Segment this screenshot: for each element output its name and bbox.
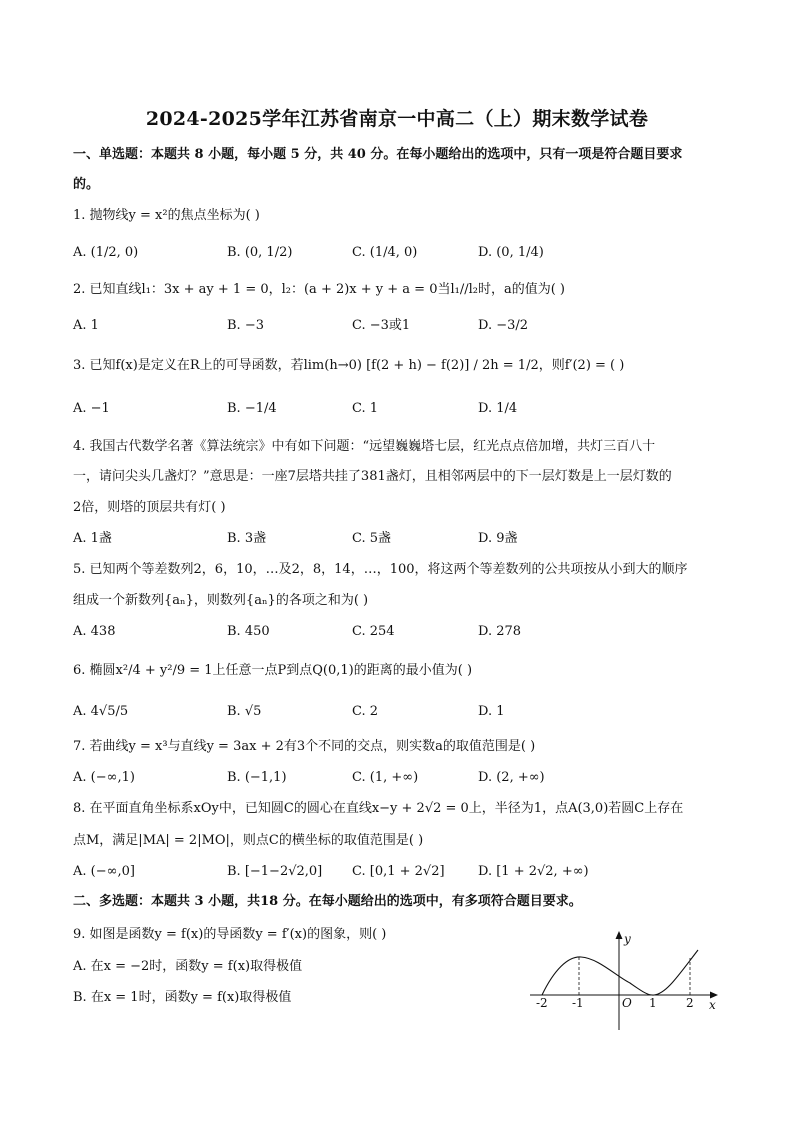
question-4-option-b: B. 3盏 — [227, 531, 267, 546]
question-1-option-b: B. (0, 1/2) — [227, 245, 293, 260]
question-7-option-a: A. (−∞,1) — [73, 770, 135, 785]
question-5-option-a: A. 438 — [73, 624, 116, 639]
question-3-option-a: A. −1 — [73, 401, 110, 416]
question-7-option-d: D. (2, +∞) — [478, 770, 545, 785]
tick-label-minus-2: -2 — [536, 996, 548, 1010]
question-4-option-a: A. 1盏 — [73, 531, 112, 546]
question-2-option-a: A. 1 — [73, 318, 99, 333]
question-1-option-c: C. (1/4, 0) — [352, 245, 418, 260]
origin-label: O — [622, 996, 632, 1010]
question-8-option-a: A. (−∞,0] — [73, 864, 135, 879]
question-2-option-b: B. −3 — [227, 318, 264, 333]
question-1-option-a: A. (1/2, 0) — [73, 245, 139, 260]
question-4-stem-line-3: 2倍，则塔的顶层共有灯( ) — [73, 500, 226, 515]
question-7-option-b: B. (−1,1) — [227, 770, 287, 785]
question-8-option-c: C. [0,1 + 2√2] — [352, 864, 445, 879]
y-axis-label: y — [624, 932, 631, 946]
question-9-stem: 9. 如图是函数y = f(x)的导函数y = f′(x)的图象，则( ) — [73, 927, 387, 942]
question-8-stem-line-2: 点M，满足|MA| = 2|MO|，则点C的横坐标的取值范围是( ) — [73, 833, 424, 848]
question-6-stem: 6. 椭圆x²/4 + y²/9 = 1上任意一点P到点Q(0,1)的距离的最小值为( ) — [73, 663, 473, 678]
section-heading-multiple-choice: 二、多选题：本题共 3 小题，共18 分。在每小题给出的选项中，有多项符合题目要求。 — [73, 894, 582, 909]
tick-label-minus-1: -1 — [572, 996, 584, 1010]
question-3-option-c: C. 1 — [352, 401, 379, 416]
derivative-curve — [542, 950, 698, 995]
question-1-option-d: D. (0, 1/4) — [478, 245, 544, 260]
question-2-option-d: D. −3/2 — [478, 318, 529, 333]
question-9-option-a: A. 在x = −2时，函数y = f(x)取得极值 — [73, 959, 303, 974]
derivative-graph — [528, 926, 728, 1034]
x-axis-label: x — [709, 998, 716, 1012]
question-4-option-c: C. 5盏 — [352, 531, 392, 546]
question-2-option-c: C. −3或1 — [352, 318, 411, 333]
question-4-stem-line-1: 4. 我国古代数学名著《算法统宗》中有如下问题：“远望巍巍塔七层，红光点点倍加增，共灯三百八十 — [73, 439, 656, 454]
question-7-stem: 7. 若曲线y = x³与直线y = 3ax + 2有3个不同的交点，则实数a的取值范围是( ) — [73, 739, 536, 754]
question-6-option-a: A. 4√5/5 — [73, 704, 129, 719]
question-8-option-d: D. [1 + 2√2, +∞) — [478, 864, 589, 879]
question-3-stem: 3. 已知f(x)是定义在R上的可导函数，若lim(h→0) [f(2 + h) − f(2)] / 2h = 1/2，则f′(2) = ( ) — [73, 358, 625, 373]
exam-title: 2024-2025学年江苏省南京一中高二（上）期末数学试卷 — [145, 108, 649, 130]
question-9-option-b: B. 在x = 1时，函数y = f(x)取得极值 — [73, 990, 292, 1005]
question-6-option-b: B. √5 — [227, 704, 262, 719]
question-8-option-b: B. [−1−2√2,0] — [227, 864, 323, 879]
question-7-option-c: C. (1, +∞) — [352, 770, 419, 785]
question-4-option-d: D. 9盏 — [478, 531, 518, 546]
question-5-option-c: C. 254 — [352, 624, 395, 639]
section-heading-single-choice-cont: 的。 — [73, 177, 100, 192]
question-8-stem-line-1: 8. 在平面直角坐标系xOy中，已知圆C的圆心在直线x−y + 2√2 = 0上，半径为1，点A(3,0)若圆C上存在 — [73, 801, 684, 816]
question-6-option-d: D. 1 — [478, 704, 505, 719]
question-5-option-b: B. 450 — [227, 624, 270, 639]
y-axis-arrow — [616, 931, 623, 939]
question-6-option-c: C. 2 — [352, 704, 379, 719]
question-3-option-d: D. 1/4 — [478, 401, 518, 416]
tick-label-2: 2 — [686, 996, 694, 1010]
question-2-stem: 2. 已知直线l₁：3x + ay + 1 = 0，l₂：(a + 2)x + y + a = 0当l₁//l₂时，a的值为( ) — [73, 282, 566, 297]
question-5-stem-line-1: 5. 已知两个等差数列2，6，10，…及2，8，14，…，100，将这两个等差数列的公共项按从小到大的顺序 — [73, 562, 688, 577]
question-3-option-b: B. −1/4 — [227, 401, 277, 416]
question-1-stem: 1. 抛物线y = x²的焦点坐标为( ) — [73, 208, 260, 223]
section-heading-single-choice: 一、单选题：本题共 8 小题，每小题 5 分，共 40 分。在每小题给出的选项中，只有一项是符合题目要求 — [73, 147, 683, 162]
question-4-stem-line-2: 一，请问尖头几盏灯？”意思是：一座7层塔共挂了381盏灯，且相邻两层中的下一层灯数是上一层灯数的 — [73, 469, 672, 484]
question-5-option-d: D. 278 — [478, 624, 522, 639]
tick-label-1: 1 — [649, 996, 657, 1010]
question-5-stem-line-2: 组成一个新数列{aₙ}，则数列{aₙ}的各项之和为( ) — [73, 593, 369, 608]
